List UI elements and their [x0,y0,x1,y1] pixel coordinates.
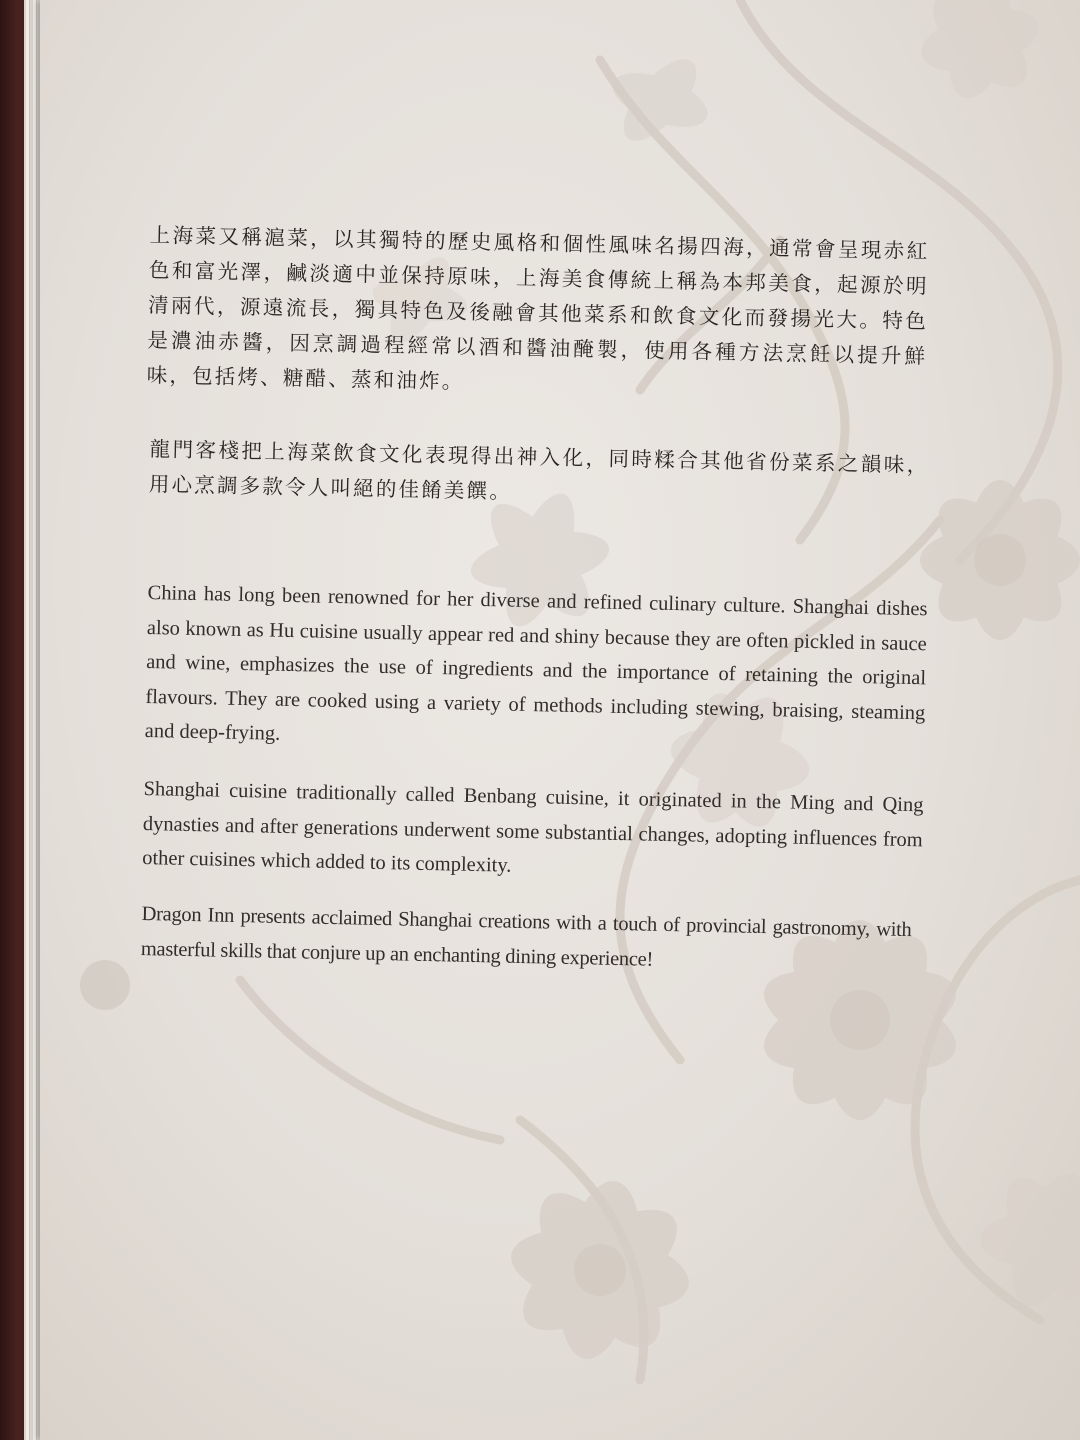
chinese-paragraph-2: 龍門客棧把上海菜飲食文化表現得出神入化，同時糅合其他省份菜系之韻味，用心烹調多款令人叫絕的佳餚美饌。 [148,436,930,504]
english-paragraph-1: China has long been renowned for her diverse and refined culinary culture. Shanghai dishes also known as Hu cuisine usually appear red and shiny because they are often pickled in sauce and wine, emphasizes the use of ingredients and the importance of retaining the original flavours. They are cooked using a variety of methods including stewing, braising, steaming and deep-frying. [144,581,928,745]
english-text-section-3 [140,897,912,971]
page-edge [33,0,37,1440]
english-text-section [144,576,928,749]
chinese-text-section [146,218,930,394]
menu-page [40,0,1080,1440]
english-paragraph-2: Shanghai cuisine traditionally called Benbang cuisine, it originated in the Ming and Qing dynasties and after generations underwent some substantial changes, adopting influences from other cuisines which added to its complexity. [141,777,924,877]
chinese-text-section-2 [150,432,930,502]
page-edge [26,0,30,1440]
chinese-paragraph-1: 上海菜又稱滬菜，以其獨特的歷史風格和個性風味名揚四海，通常會呈現赤紅色和富光澤，鹹淡適中並保持原味，上海美食傳統上稱為本邦美食，起源於明清兩代，源遠流長，獨具特色及後融會其他菜系和飲食文化而發揚光大。特色是濃油赤醬，因烹調過程經常以酒和醬油醃製，使用各種方法烹飪以提升鮮味，包括烤、糖醋、蒸和油炸。 [146,222,930,394]
paper-stain [80,960,130,1010]
english-text-section-2 [141,772,924,877]
english-paragraph-3: Dragon Inn presents acclaimed Shanghai creations with a touch of provincial gastronomy, with masterful skills that conjure up an enchanting dining experience! [140,902,912,971]
